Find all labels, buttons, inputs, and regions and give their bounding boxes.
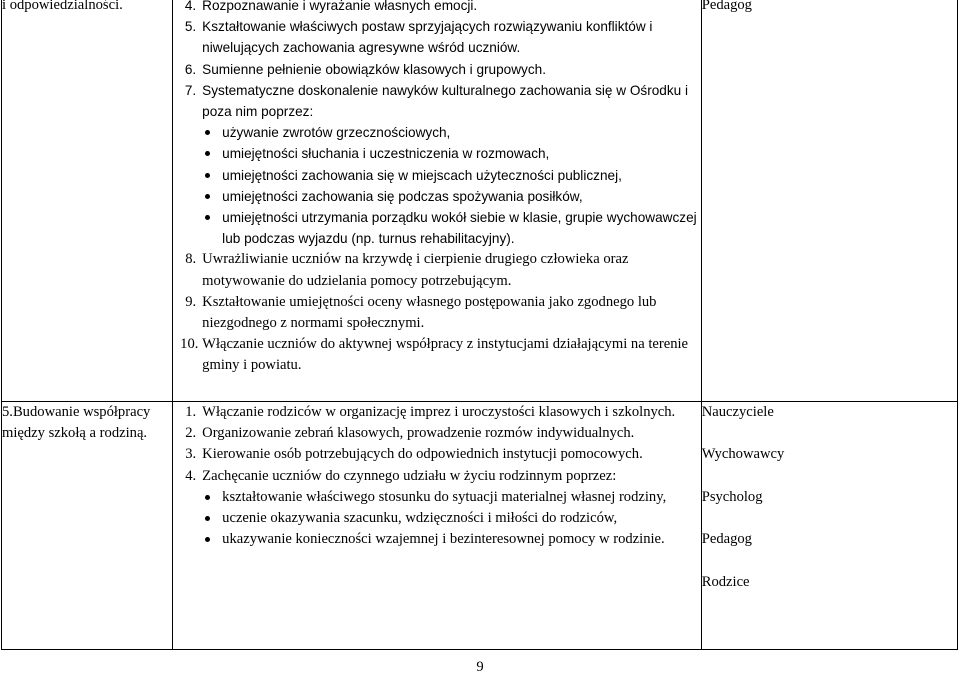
task-number: 2. bbox=[185, 425, 197, 442]
bullet-list bbox=[173, 122, 701, 249]
responsible-role: Rodzice bbox=[701, 573, 750, 590]
bullet-item: umiejętności zachowania się w miejscach użyteczności publicznej, bbox=[173, 165, 701, 186]
task-item bbox=[173, 334, 701, 376]
program-table bbox=[1, 0, 958, 650]
bullet-item: umiejętności zachowania się podczas spożywania posiłków, bbox=[173, 186, 701, 207]
bullet-icon bbox=[205, 516, 210, 521]
task-item bbox=[173, 0, 701, 16]
bullet-item: ukazywanie konieczności wzajemnej i bezinteresownej pomocy w rodzinie. bbox=[173, 529, 701, 550]
task-item bbox=[173, 59, 701, 80]
tasks-cell bbox=[173, 0, 702, 402]
bullet-icon bbox=[205, 173, 210, 178]
task-text: Rozpoznawanie i wyrażanie własnych emocji. bbox=[202, 0, 478, 13]
area-text: i odpowiedzialności. bbox=[2, 0, 123, 13]
bullet-list bbox=[173, 487, 701, 551]
task-item bbox=[173, 16, 701, 58]
task-item bbox=[173, 292, 701, 334]
task-number: 6. bbox=[184, 61, 197, 77]
task-text: Kształtowanie właściwych postaw sprzyjających rozwiązywaniu konfliktów i niwelujących zachowania agresywne wśród uczniów. bbox=[202, 19, 653, 56]
responsible-cell bbox=[701, 0, 957, 402]
task-number: 3. bbox=[185, 446, 197, 463]
task-text: Systematyczne doskonalenie nawyków kulturalnego zachowania się w Ośrodku i poza nim poprzez: bbox=[202, 82, 689, 120]
bullet-item: kształtowanie właściwego stosunku do sytuacji materialnej własnej rodziny, bbox=[173, 487, 701, 508]
area-cell bbox=[2, 402, 173, 650]
area-cell bbox=[2, 0, 173, 402]
bullet-icon bbox=[205, 130, 210, 135]
task-number: 7. bbox=[184, 82, 197, 98]
task-text: Zachęcanie uczniów do czynnego udziału w życiu rodzinnym poprzez: bbox=[202, 467, 617, 484]
task-text: Uwrażliwianie uczniów na krzywdę i cierpienie drugiego człowieka oraz motywowanie do udzielania pomocy potrzebującym. bbox=[202, 251, 629, 289]
task-number: 9. bbox=[185, 293, 197, 310]
task-text: Włączanie uczniów do aktywnej współpracy z instytucjami działającymi na terenie gminy i powiatu. bbox=[202, 336, 689, 374]
responsible-cell bbox=[701, 402, 957, 650]
task-number: 5. bbox=[184, 19, 197, 35]
responsible-role: Pedagog bbox=[701, 531, 752, 548]
task-number: 4. bbox=[185, 467, 197, 484]
area-text: 5.Budowanie współpracy między szkołą a rodziną. bbox=[2, 404, 151, 442]
bullet-icon bbox=[205, 194, 210, 199]
table-row bbox=[2, 0, 958, 402]
task-text: Kierowanie osób potrzebujących do odpowiednich instytucji pomocowych. bbox=[202, 446, 643, 463]
task-number: 8. bbox=[185, 251, 197, 268]
task-item bbox=[173, 466, 701, 487]
page-number: 9 bbox=[476, 659, 484, 675]
task-text: Sumienne pełnienie obowiązków klasowych i grupowych. bbox=[202, 61, 546, 77]
tasks-cell bbox=[173, 402, 702, 650]
responsible-role: Psycholog bbox=[701, 488, 763, 505]
bullet-icon bbox=[205, 151, 210, 156]
task-number: 1. bbox=[185, 404, 197, 420]
bullet-icon bbox=[205, 215, 210, 220]
task-item bbox=[173, 444, 701, 465]
responsible-role: Wychowawcy bbox=[701, 446, 785, 463]
task-text: Włączanie rodziców w organizację imprez i uroczystości klasowych i szkolnych. bbox=[202, 404, 676, 420]
bullet-item: używanie zwrotów grzecznościowych, bbox=[173, 122, 701, 143]
responsible-role: Nauczyciele bbox=[701, 404, 774, 420]
table-row bbox=[2, 402, 958, 650]
bullet-icon bbox=[205, 537, 210, 542]
bullet-item: uczenie okazywania szacunku, wdzięczności i miłości do rodziców, bbox=[173, 508, 701, 529]
task-item bbox=[173, 423, 701, 444]
bullet-item: umiejętności słuchania i uczestniczenia w rozmowach, bbox=[173, 143, 701, 164]
task-number: 10. bbox=[180, 336, 199, 353]
bullet-icon bbox=[205, 495, 210, 500]
task-item bbox=[173, 80, 701, 122]
task-text: Organizowanie zebrań klasowych, prowadzenie rozmów indywidualnych. bbox=[202, 425, 635, 442]
bullet-item: umiejętności utrzymania porządku wokół siebie w klasie, grupie wychowawczej lub podczas wyjazdu (np. turnus rehabilitacyjny). bbox=[173, 207, 701, 249]
task-text: Kształtowanie umiejętności oceny własnego postępowania jako zgodnego lub niezgodnego z normami społecznymi. bbox=[202, 293, 657, 332]
task-number: 4. bbox=[184, 0, 197, 13]
task-item bbox=[173, 402, 701, 423]
task-item bbox=[173, 249, 701, 291]
responsible-role: Pedagog bbox=[701, 0, 752, 13]
